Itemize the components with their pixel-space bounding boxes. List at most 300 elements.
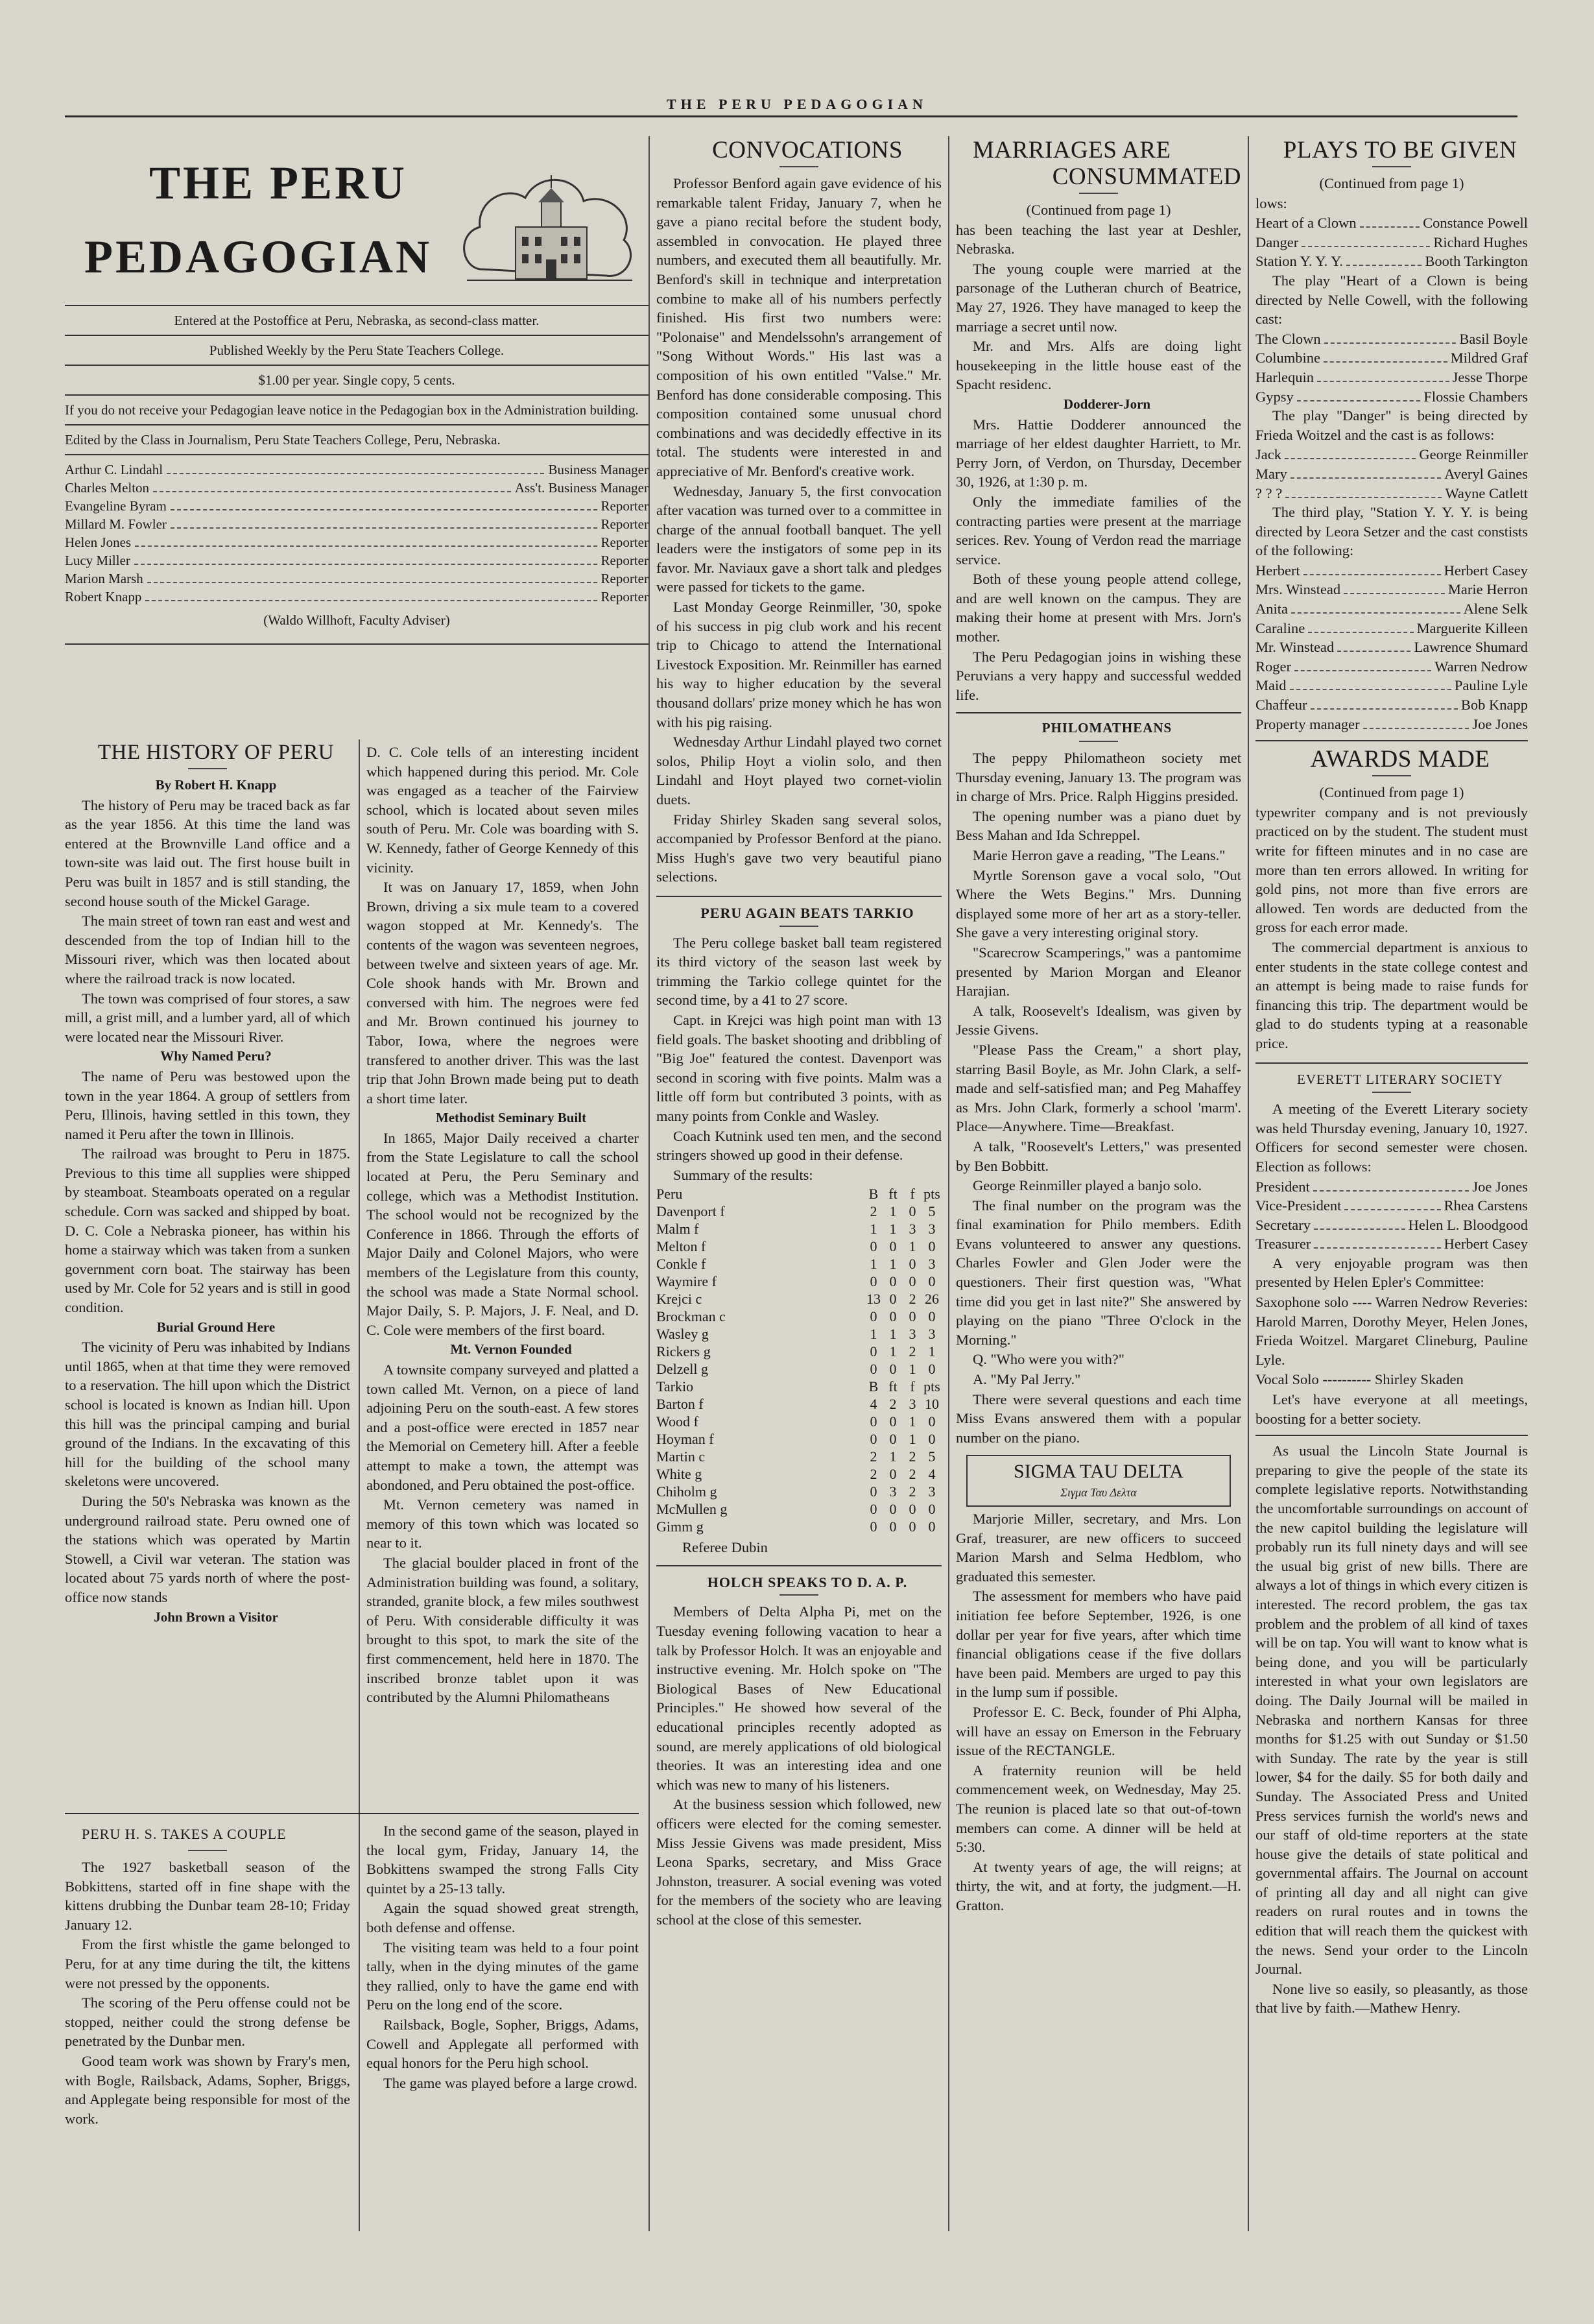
player-name: Wood f [656,1413,698,1430]
box-score-table [656,1185,942,1535]
staff-role: Reporter [601,553,648,568]
entered-notice: Entered at the Postoffice at Peru, Nebraska, as second-class matter. [174,313,540,328]
staff-row [65,588,648,606]
play-title-row [1255,233,1528,252]
convocations-headline: CONVOCATIONS [712,138,903,163]
marriages-paragraph: The Peru Pedagogian joins in wishing these Peruvians a very happy and successful wedded life. [956,648,1241,703]
stat-cell: 5 [928,1448,936,1465]
masthead-title-line1: THE PERU [149,157,408,209]
stat-cell: 2 [909,1291,916,1308]
cast-row [1255,464,1528,484]
play-title-row [1255,213,1528,233]
cast-row [1255,387,1528,407]
player-name: Brockman c [656,1308,726,1325]
dotted-leader [134,564,597,565]
cast-row-value: George Reinmiller [1419,446,1528,463]
cast-row-value: Alene Selk [1463,601,1528,617]
stat-cell: 0 [889,1518,897,1535]
hs-paragraph: The game was played before a large crowd. [383,2074,637,2091]
stat-cell: ft [888,1378,898,1395]
stat-cell: 2 [870,1466,877,1483]
awards-continued: (Continued from page 1) [1319,784,1464,801]
staff-name: Millard M. Fowler [65,516,167,532]
box-score-row [656,1220,942,1238]
stat-cell: 0 [909,1256,916,1273]
cast-row-value: Joe Jones [1472,715,1528,732]
philo-paragraph: The peppy Philomatheon society met Thursday evening, January 13. The program was in charge of Mrs. Price. Ralph Higgins presided. [956,750,1241,805]
cast-row [1255,348,1528,368]
dotted-leader [1290,689,1451,690]
cast-row [1255,657,1528,677]
cast-row [1255,599,1528,619]
quote-paragraph: None live so easily, so pleasantly, as those that live by faith.—Mathew Henry. [1255,1980,1528,2017]
dotted-leader [153,491,511,492]
player-name: Rickers g [656,1343,711,1360]
history-paragraph: Mt. Vernon cemetery was named in memory of this town which was located so near to it. [366,1496,639,1551]
marriages-paragraph: Only the immediate families of the contracting parties were present at the marriage serices. Rev. Young of Verdon read the marriage service. [956,493,1241,568]
cast-row-value: Jesse Thorpe [1452,368,1528,385]
staff-row [65,515,648,533]
staff-name: Helen Jones [65,534,132,550]
column-5 [1255,138,1528,2233]
player-name: Davenport f [656,1203,725,1220]
box-score-header [656,1185,942,1203]
stat-cell: 0 [889,1361,897,1378]
dotted-leader [147,582,597,583]
stat-cell: 13 [866,1291,881,1308]
awards-headline: AWARDS MADE [1310,746,1490,773]
stat-cell: 2 [909,1483,916,1500]
stat-cell: f [910,1378,915,1395]
box-score-row [656,1238,942,1255]
hs-paragraph: Good team work was shown by Frary's men, with Bogle, Railsback, Adams, Sopher, Briggs, and Applegate being responsible for most of the work. [65,2052,350,2127]
stat-cell: 0 [909,1203,916,1220]
top-rule [65,115,1517,117]
stat-cell: 0 [889,1238,897,1255]
stat-cell: pts [923,1378,940,1395]
stat-cell: 3 [928,1221,936,1238]
dotted-leader [1317,381,1449,382]
dotted-leader [1297,400,1421,401]
everett-paragraph: Vocal Solo ---------- Shirley Skaden [1255,1371,1464,1388]
masthead-title-line2: PEDAGOGIAN [84,231,433,283]
dotted-leader [171,509,597,510]
stat-cell: 1 [909,1413,916,1430]
stat-cell: 2 [909,1466,916,1483]
edited-by-line: Edited by the Class in Journalism, Peru State Teachers College, Peru, Nebraska. [65,432,501,448]
cast-row [1255,619,1528,638]
cast-row [1255,368,1528,387]
stat-cell: 2 [909,1343,916,1360]
player-name: Barton f [656,1396,704,1413]
cast-row-label: Gypsy [1255,388,1294,405]
stat-cell: 0 [870,1431,877,1448]
history-paragraph: The history of Peru may be traced back as far as the year 1856. At this time the land was entered at the Brownville Land office and a town-site was laid out. The first house built in Peru was built in 1857 and is still standing, the second house south of the Mickel Garage. [65,797,350,909]
cast-row-label: Mr. Winstead [1255,639,1335,656]
stat-cell: 3 [909,1396,916,1413]
stat-cell: 0 [889,1413,897,1430]
dotted-leader [1337,651,1410,652]
tarkio-paragraph: Summary of the results: [673,1166,813,1183]
sigma-paragraph: The assessment for members who have paid initiation fee before September, 1926, is one dollar per year for five years, after which time financial obligations cease if the five dollars have been paid. Members are urged to pay this in the lump sum if possible. [956,1588,1241,1701]
philo-headline: PHILOMATHEANS [1041,720,1172,736]
dotted-leader [1314,1247,1440,1249]
convocations-paragraph: Wednesday, January 5, the first convocation after vacation was turned over to a committee in charge of the annual football banquet. The yell leaders were the instigators of some pep in its favor. Mr. Naviaux gave a short talk and pledges were passed for tickets to the game. [656,483,942,595]
staff-name: Lucy Miller [65,553,130,568]
stat-cell: 3 [909,1221,916,1238]
player-name: White g [656,1466,702,1483]
play-title-row-label: Heart of a Clown [1255,215,1357,232]
stat-cell: 0 [870,1518,877,1535]
stat-cell: 2 [870,1203,877,1220]
cast-row-label: Mary [1255,465,1287,482]
hs-article-left [65,1821,350,2236]
officer-row-label: Treasurer [1255,1236,1311,1252]
stat-cell: 0 [870,1273,877,1290]
officer-row [1255,1196,1528,1216]
everett-paragraph: A meeting of the Everett Literary society was held Thursday evening, January 10, 1927. Officers for second semester were chosen. Election as follows: [1255,1101,1528,1175]
cast-row [1255,484,1528,503]
cast-row-label: Caraline [1255,619,1305,636]
staff-name: Marion Marsh [65,571,143,586]
holch-paragraph: Members of Delta Alpha Pi, met on the Tuesday evening following vacation to hear a talk by Professor Holch. It was an enjoyable and instructive evening. Mr. Holch spoke on "The Biological Bases of New Educational Principles." He showed how several of the educational principles recently adopted as sound, are merely applications of old biological theories. It was an interesting idea and one which was new to many of his listeners. [656,1603,942,1793]
masthead-info [65,300,648,650]
box-score-row [656,1413,942,1430]
awards-paragraph: The commercial department is anxious to enter students in the state college contest and an attempt is being made to raise funds for financing this trip. The department would be glad to do students typing at a reasonable price. [1255,939,1528,1051]
sigma-headline-box [966,1455,1231,1507]
officer-row-value: Herbert Casey [1444,1236,1528,1252]
stat-cell: 1 [889,1448,897,1465]
cast-row-label: Harlequin [1255,368,1314,385]
play-title-row-label: Danger [1255,234,1299,250]
hs-paragraph: The visiting team was held to a four point tally, when in the dying minutes of the game they rallied, only to have the game end with Peru on the long end of the score. [366,1939,639,2013]
box-score-row [656,1308,942,1325]
philo-paragraph: "Scarecrow Scamperings," was a pantomime presented by Marion Morgan and Eleanor Harajian. [956,944,1241,1000]
everett-paragraph: A very enjoyable program was then presented by Helen Epler's Committee: [1255,1254,1528,1291]
cast-row-label: ? ? ? [1255,485,1283,501]
play-title-row-value: Booth Tarkington [1425,253,1528,270]
box-score-header [656,1378,942,1395]
officer-row-label: Vice-President [1255,1197,1342,1214]
philo-paragraph: A talk, "Roosevelt's Letters," was presented by Ben Bobbitt. [956,1138,1241,1174]
cast-row [1255,580,1528,599]
stat-cell: 3 [909,1326,916,1343]
delivery-notice: If you do not receive your Pedagogian leave notice in the Pedagogian box in the Administration building. [65,402,639,418]
sigma-paragraph: Marjorie Miller, secretary, and Mrs. Lon Graf, treasurer, are new officers to succeed Marion Marsh and Selma Hedblom, who graduated this semester. [956,1511,1241,1585]
philo-paragraph: There were several questions and each time Miss Evans answered them with a popular number on the piano. [956,1391,1241,1446]
dotted-leader [1314,1228,1405,1230]
stat-cell: 4 [870,1396,877,1413]
sigma-paragraph: A fraternity reunion will be held commencement week, on Wednesday, May 25. The reunion is placed late so that out-of-town members can come. A dinner will be held at 5:30. [956,1762,1241,1856]
box-score-row [656,1483,942,1500]
dotted-leader [1291,612,1460,614]
cast-row-value: Marguerite Killeen [1416,619,1528,636]
cast-row [1255,638,1528,657]
everett-headline: EVERETT LITERARY SOCIETY [1297,1071,1503,1087]
history-headline: THE HISTORY OF PERU [97,741,335,764]
stat-cell: 1 [909,1361,916,1378]
referee-line: Referee Dubin [682,1539,768,1556]
box-score-row [656,1343,942,1360]
cast-row [1255,676,1528,695]
stat-cell: 1 [889,1203,897,1220]
stat-cell: 0 [909,1501,916,1518]
plays-lead: lows: [1255,195,1287,211]
marriages-paragraph: Both of these young people attend college, and are well known on the campus. They are making their home at present with Mrs. Jorn's mother. [956,571,1241,645]
stat-cell: 3 [928,1483,936,1500]
stat-cell: 26 [925,1291,939,1308]
cast-row-value: Averyl Gaines [1444,465,1528,482]
stat-cell: f [910,1186,915,1203]
box-score-row [656,1518,942,1535]
cast-row-value: Herbert Casey [1444,562,1528,579]
cast-row-label: Jack [1255,446,1281,463]
history-paragraph: The railroad was brought to Peru in 1875. Previous to this time all supplies were shipped by steamboat. Steamboats operated on a regular schedule. Corn was sacked and shipped by boat. D. C. Cole a Nebraska pioneer, has within his home a stairway which was taken from a sunken government corn boat. The stairway has been used by Mr. Cole for 52 years and is still in good condition. [65,1145,350,1316]
stat-cell: 0 [889,1431,897,1448]
officer-row [1255,1216,1528,1235]
stat-cell: 0 [909,1518,916,1535]
philo-paragraph: Myrtle Sorenson gave a vocal solo, "Out Where the Wets Begins." Mrs. Dunning displayed some more of her art as a story-teller. She gave a very interesting original story. [956,867,1241,941]
stat-cell: 0 [889,1466,897,1483]
hs-paragraph: The 1927 basketball season of the Bobkittens, started off in fine shape with the kittens drubbing the Dunbar team 28-10; Friday January 12. [65,1859,350,1933]
dotted-leader [145,600,597,601]
stat-cell: 5 [928,1203,936,1220]
officer-row-value: Helen L. Bloodgood [1408,1216,1528,1233]
column-divider [1248,136,1249,2231]
plays-paragraph: The play "Danger" is being directed by Frieda Woitzel and the cast is as follows: [1255,407,1528,443]
dotted-leader [1346,265,1422,266]
history-paragraph: It was on January 17, 1859, when John Brown, driving a six mule team to a covered wagon stopped at Mr. Kennedy's. The contents of the wagon was seventeen negroes, between twelve and sixteen years of age. Mr. Cole shook hands with Mr. Brown and conversed with him. The negroes were fed and Mr. Brown continued his journey to Tabor, Iowa, where the negroes were transfered to another driver. This was the last trip that John Brown made being put to death a short time later. [366,879,639,1107]
cast-row-value: Wayne Catlett [1445,485,1528,501]
stat-cell: 0 [928,1308,936,1325]
plays-headline: PLAYS TO BE GIVEN [1283,138,1517,163]
tarkio-paragraph: Capt. in Krejci was high point man with 13 field goals. The basket shooting and dribbling of "Big Joe" featured the contest. Davenport was second in scoring with five points. Malm was a little off form but contributed 3 points, with as many points from Conkle and Wasley. [656,1011,942,1124]
stat-cell: 1 [889,1256,897,1273]
play-title-row-value: Constance Powell [1423,215,1528,232]
philo-paragraph: "Please Pass the Cream," a short play, starring Basil Boyle, as Mr. John Clark, a self-made and self-satisfied man; and Peg Mahaffey as Mrs. John Clark, formerly a school 'marm'. Place—Anywhere. Time—Breakfast. [956,1041,1241,1135]
player-name: Conkle f [656,1256,706,1273]
staff-name: Evangeline Byram [65,498,167,514]
cast-list [1255,329,1528,406]
college-building-illustration [454,156,642,305]
stat-cell: 0 [909,1273,916,1290]
marriages-continued: (Continued from page 1) [1026,202,1171,218]
history-subhead: John Brown a Visitor [154,1609,278,1625]
dotted-leader [1313,1190,1469,1192]
cast-row-value: Mildred Graf [1450,350,1528,366]
marriages-paragraph: The young couple were married at the parsonage of the Lutheran church of Beatrice, May 27, 1926. They have managed to keep the marriage a secret until now. [956,260,1241,335]
cast-row-label: Property manager [1255,715,1360,732]
dotted-leader [1285,497,1442,498]
history-subhead: Methodist Seminary Built [435,1110,587,1126]
stat-cell: 3 [928,1326,936,1343]
staff-name: Charles Melton [65,480,150,496]
stat-cell: 0 [870,1343,877,1360]
running-head: THE PERU PEDAGOGIAN [667,96,927,112]
stat-cell: 1 [889,1326,897,1343]
philo-paragraph: A. "My Pal Jerry." [973,1371,1081,1388]
cast-row-value: Bob Knapp [1460,697,1528,713]
awards-paragraph: typewriter company and is not previously practiced on by the student. The student must write for fifteen minutes and in no case are more than ten errors allowed. In writing for gold pins, not more than five errors are allowed. Ten words are deducted from the gross for each error made. [1255,804,1528,936]
stat-cell: 0 [928,1518,936,1535]
staff-list [65,461,648,606]
dotted-leader [1344,593,1445,594]
column-2-top [366,743,639,1806]
staff-role: Business Manager [548,462,648,477]
cast-row [1255,329,1528,349]
history-byline: By Robert H. Knapp [155,777,277,793]
column-divider [648,136,650,2231]
officer-row-value: Joe Jones [1472,1178,1528,1195]
stat-cell: B [868,1186,879,1203]
player-name: Krejci c [656,1291,702,1308]
staff-name: Robert Knapp [65,589,142,605]
staff-role: Reporter [601,516,648,532]
dotted-leader [1302,246,1430,247]
philo-paragraph: The opening number was a piano duet by Bess Mahan and Ida Schreppel. [956,808,1241,844]
dotted-leader [135,545,597,547]
everett-paragraph: Saxophone solo ---- Warren Nedrow Reveries: Harold Marren, Dorothy Meyer, Helen Jones, Frieda Woitzel. Margaret Clineburg, Pauline Lyle. [1255,1294,1528,1368]
column-divider [359,739,360,2231]
stat-cell: 0 [889,1273,897,1290]
stat-cell: 0 [928,1238,936,1255]
stat-cell: 4 [928,1466,936,1483]
philo-paragraph: The final number on the program was the final examination for Philo members. Edith Evans volunteered to answer any questions. Charles Fowler and Glen Joder were the questioners. Their first question was, "What time did you get in last nite?" She answered by playing on the piano "Three O'clock in the Morning." [956,1197,1241,1348]
plays-list [1255,213,1528,271]
history-subhead: Burial Ground Here [156,1319,276,1335]
cast-row-label: Herbert [1255,562,1300,579]
history-paragraph: The glacial boulder placed in front of the Administration building was found, a solitary, stranded, granite block, a few miles southwest of Peru. With considerable difficulty it was brought to this spot, to mark the site of the first commencement, held here in 1870. The inscribed bronze tablet upon it was contributed by the Alumni Philomatheans [366,1554,639,1706]
stat-cell: 0 [870,1413,877,1430]
dotted-leader [1308,632,1413,633]
cast-row-label: The Clown [1255,330,1321,347]
plays-continued: (Continued from page 1) [1319,175,1464,191]
dotted-leader [1344,1209,1440,1210]
history-paragraph: The main street of town ran east and west and descended from the top of Indian hill to the Missouri river, which was then located about where the railroad track is now located. [65,913,350,987]
cast-row-label: Maid [1255,677,1287,694]
cast-row-value: Lawrence Shumard [1414,639,1528,656]
sigma-greek: Σιγμα Ταυ Δελτα [1060,1486,1137,1500]
staff-role: Reporter [601,534,648,550]
stat-cell: 3 [889,1483,897,1500]
history-paragraph: In 1865, Major Daily received a charter from the State Legislature to call the school located at Peru, the Peru Seminary and college, which was a Methodist Institution. The school would not be recognized by the Conference in 1866. Through the efforts of Major Daily and Colonel Majors, who were members of the Legislature from this county, the school was made a State Normal school. Major Daily, S. P. Majors, J. F. Neal, and D. C. Cole were members of the first board. [366,1129,639,1338]
column-3 [656,138,942,2233]
stat-cell: 0 [928,1413,936,1430]
stat-cell: 2 [870,1448,877,1465]
stat-cell: 0 [928,1273,936,1290]
stat-cell: 2 [909,1448,916,1465]
sigma-paragraph: Professor E. C. Beck, founder of Phi Alpha, will have an essay on Emerson in the February issue of the RECTANGLE. [956,1703,1241,1759]
player-name: Melton f [656,1238,706,1255]
player-name: McMullen g [656,1501,728,1518]
cast-row-value: Basil Boyle [1459,330,1528,347]
dotted-leader [1311,708,1458,710]
hs-paragraph: From the first whistle the game belonged to Peru, for at any time during the tilt, the kittens were not pressed by the opponents. [65,1936,350,1991]
stat-cell: 1 [889,1343,897,1360]
play-title-row-label: Station Y. Y. Y. [1255,253,1344,270]
marriages-subhead: Dodderer-Jorn [1063,396,1151,412]
section-rule [65,1813,639,1814]
officer-row-label: President [1255,1178,1310,1195]
staff-row [65,497,648,515]
player-name: Gimm g [656,1518,704,1535]
play-title-row [1255,252,1528,271]
stat-cell: 1 [889,1221,897,1238]
stat-cell: 1 [870,1256,877,1273]
officer-row [1255,1177,1528,1197]
player-name: Malm f [656,1221,699,1238]
convocations-paragraph: Professor Benford again gave evidence of his remarkable talent Friday, January 7, when he gave a piano recital before the student body, assembled in convocation. He played three numbers, and executed them all beautifully. Mr. Benford's skill in technique and interpretation combine to make all of his numbers perfectly finished. His first two numbers were: "Polonaise" and Mendelssohn's arrangement of "Song Without Words." His last was a composition of his own entitled "Valse." Mr. Benford has done considerable composing. This composition contained some unusual chord combinations and was decidedly effective in its total. The students were interested in and appreciative of Mr. Benford's creative work. [656,175,942,479]
player-name: Martin c [656,1448,706,1465]
stat-cell: 1 [909,1431,916,1448]
marriages-paragraph: Mr. and Mrs. Alfs are doing light housekeeping in the little house east of the Spacht residenc. [956,338,1241,393]
cast-row-label: Mrs. Winstead [1255,581,1341,598]
box-score-row [656,1430,942,1448]
history-paragraph: The town was comprised of four stores, a saw mill, a grist mill, and a lumber yard, all of which were located near the Missouri River. [65,990,350,1045]
cast-row-value: Pauline Lyle [1454,677,1528,694]
box-score-row [656,1500,942,1518]
history-subhead: Mt. Vernon Founded [450,1341,572,1358]
hs-article-right [366,1821,639,2236]
stat-cell: 0 [889,1308,897,1325]
everett-paragraph: Let's have everyone at all meetings, boosting for a better society. [1255,1391,1528,1427]
dotted-leader [1294,670,1431,671]
plays-paragraph: The third play, "Station Y. Y. Y. is being directed by Leora Setzer and the cast constists of the following: [1255,504,1528,559]
staff-role: Reporter [601,498,648,514]
staff-name: Arthur C. Lindahl [65,462,163,477]
box-score-row [656,1273,942,1290]
dotted-leader [1285,458,1416,459]
stat-cell: 0 [928,1431,936,1448]
philo-paragraph: Q. "Who were you with?" [973,1351,1124,1368]
cast-row-value: Warren Nedrow [1434,658,1528,675]
officers-list [1255,1177,1528,1254]
staff-row [65,569,648,588]
box-score-row [656,1395,942,1413]
staff-row [65,551,648,569]
convocations-paragraph: Wednesday Arthur Lindahl played two cornet solos, Philip Hoyt a violin solo, and then Lindahl and Hoyt played two cornet-violin duets. [656,734,942,808]
stat-cell: 1 [909,1238,916,1255]
dotted-leader [171,527,597,529]
history-paragraph: During the 50's Nebraska was known as the underground railroad state. Peru owned one of the stations which was operated by Martin Stowell, a Civil war veteran. The station was located about 75 yards north of where the post-office now stands [65,1492,350,1605]
player-name: Peru [656,1186,683,1203]
stat-cell: 0 [870,1361,877,1378]
philo-paragraph: Marie Herron gave a reading, "The Leans." [973,847,1226,863]
marriages-paragraph: Mrs. Hattie Dodderer announced the marriage of her eldest daughter Harriett, to Mr. Perry Jorn, of Verdon, on Thursday, December 30, 1926, at 1:30 p. m. [956,416,1241,490]
player-name: Wasley g [656,1326,709,1343]
player-name: Chiholm g [656,1483,717,1500]
published-line: Published Weekly by the Peru State Teachers College. [209,342,505,358]
cast-row [1255,561,1528,581]
cast-list [1255,561,1528,734]
stat-cell: 1 [870,1221,877,1238]
stat-cell: 0 [870,1238,877,1255]
cast-row-label: Anita [1255,601,1288,617]
dotted-leader [167,473,544,474]
marriages-headline-1: MARRIAGES ARE [973,138,1171,163]
stat-cell: pts [923,1186,940,1203]
history-paragraph: D. C. Cole tells of an interesting incident which happened during this period. Mr. Cole was engaged as a teacher of the Fairview school, which is located about seven miles south of Peru. Mr. Cole was boarding with S. W. Kennedy, father of George Kennedy of this vicinity. [366,744,639,876]
tarkio-paragraph: The Peru college basket ball team registered its third victory of the season last week by trimming the Tarkio college quintet for the second time, by a 41 to 27 score. [656,934,942,1009]
faculty-adviser: (Waldo Willhoft, Faculty Adviser) [263,612,450,628]
marriages-headline-2: CONSUMMATED [1052,163,1241,190]
box-score-row [656,1325,942,1343]
history-subhead: Why Named Peru? [160,1048,272,1064]
holch-paragraph: At the business session which followed, new officers were elected for the coming semester. Miss Jessie Givens was made president, Miss Leona Sparks, secretary, and Miss Grace Johnston, treasurer. A social evening was voted for the members of the society who are leaving school at the close of this semester. [656,1796,942,1928]
hs-paragraph: Again the squad showed great strength, both defense and offense. [366,1900,639,1935]
play-title-row-value: Richard Hughes [1433,234,1528,250]
officer-row-value: Rhea Carstens [1444,1197,1528,1214]
